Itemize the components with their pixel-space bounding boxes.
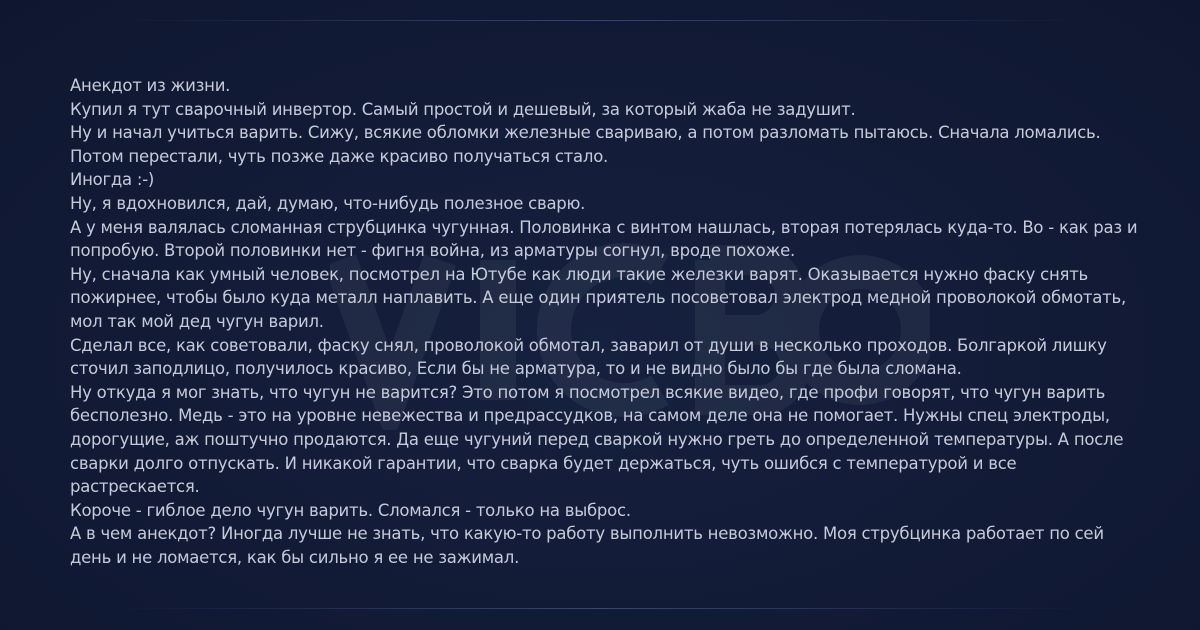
paragraph: Ну, я вдохновился, дай, думаю, что-нибудь полезное сварю.: [70, 193, 586, 213]
paragraph: А у меня валялась сломанная струбцинка чугунная. Половинка с винтом нашлась, вторая потерялась куда-то. Во - как раз и попробую. Второй половинки нет - фигня война, из арматуры согнул, вроде похоже.: [70, 217, 1138, 261]
paragraph: Сделал все, как советовали, фаску снял, проволокой обмотал, заварил от души в несколько проходов. Болгаркой лишку сточил заподлицо, получилось красиво, Если бы не арматура, то и не видно было бы где была сломана.: [70, 335, 1107, 379]
paragraph: А в чем анекдот? Иногда лучше не знать, что какую-то работу выполнить невозможно. Моя струбцинка работает по сей день и не ломается, как бы сильно я ее не зажимал.: [70, 524, 1104, 567]
paragraph: Анекдот из жизни.: [70, 76, 231, 95]
paragraph: Ну, сначала как умный человек, посмотрел на Ютубе как люди такие железки варят. Оказывается нужно фаску снять пожирнее, чтобы было куда металл наплавить. А еще один приятель посоветовал электрод медной проволокой обмотать, мол так мой дед чугун варил.: [70, 264, 1126, 331]
paragraph: Короче - гиблое дело чугун варить. Сломался - только на выброс.: [70, 500, 631, 520]
paragraph: Ну и начал учиться варить. Сижу, всякие обломки железные свариваю, а потом разломать пытаюсь. Сначала ломались. Потом перестали, чуть позже даже красиво получаться стало.: [70, 123, 1101, 166]
top-divider: [110, 20, 1090, 21]
paragraph: Ну откуда я мог знать, что чугун не варится? Это потом я посмотрел всякие видео, где профи говорят, что чугун варить бесполезно. Медь - это на уровне невежества и предрассудков, на самом деле она не помогает. Нужны спец электроды, дорогущие, аж поштучно продаются. Да еще чугуний перед сваркой нужно греть до определенной температуры. А после сварки долго отпускать. И никакой гарантии, что сварка будет держаться, чуть ошибся с температурой и все растрескается.: [70, 382, 1124, 497]
paragraph: Купил я тут сварочный инвертор. Самый простой и дешевый, за который жаба не задушит.: [70, 99, 856, 119]
post-text: [70, 74, 1140, 569]
paragraph: Иногда :-): [70, 170, 155, 190]
bottom-divider: [110, 608, 1090, 609]
